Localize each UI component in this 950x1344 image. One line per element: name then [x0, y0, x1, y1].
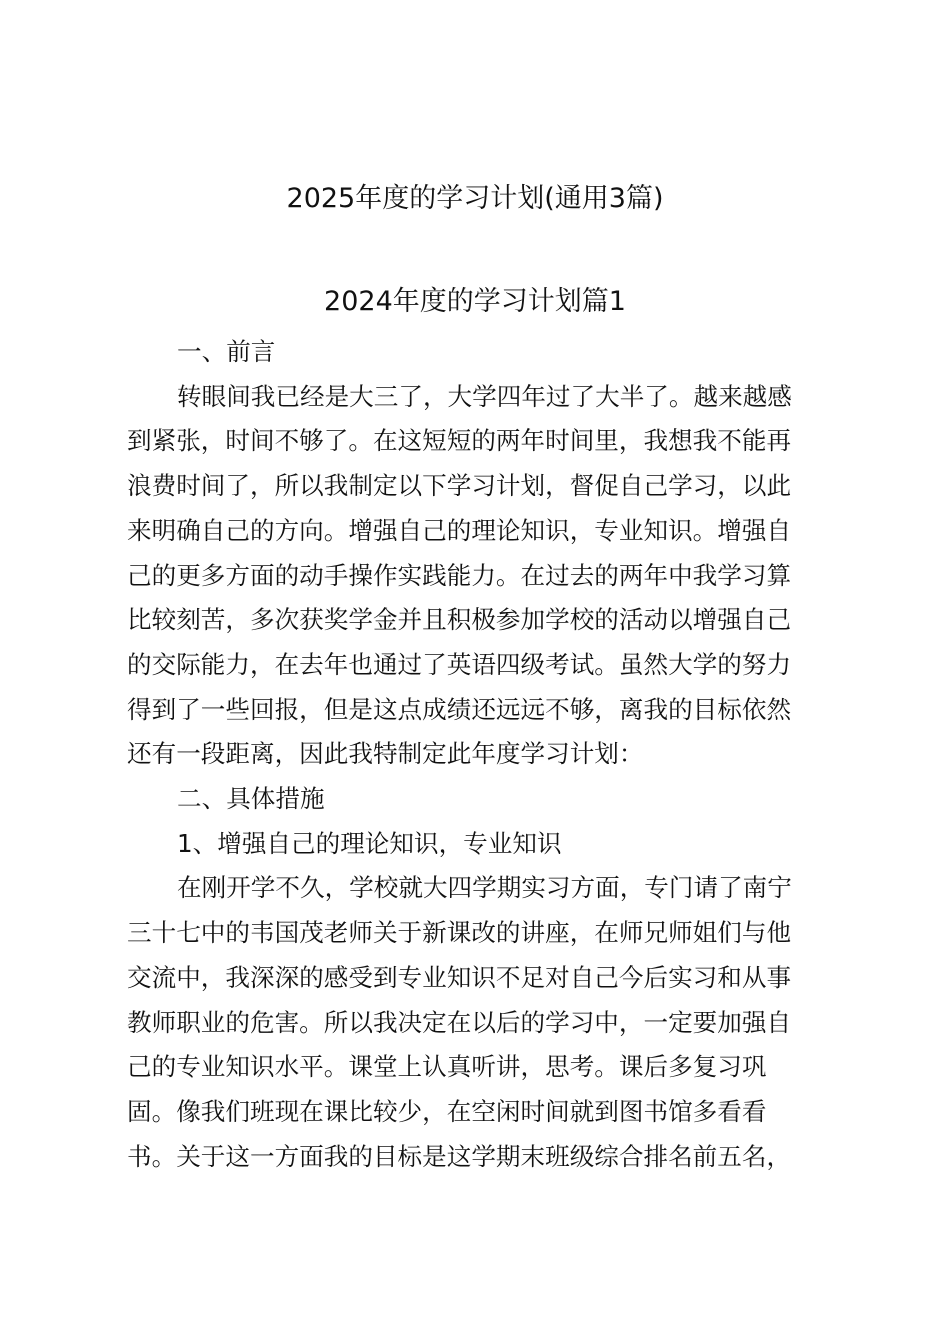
- paragraph-line: 三十七中的韦国茂老师关于新课改的讲座，在师兄师姐们与他: [127, 918, 792, 948]
- paragraph-line: 的交际能力，在去年也通过了英语四级考试。虽然大学的努力: [127, 649, 792, 679]
- paragraph-line: 己的更多方面的动手操作实践能力。在过去的两年中我学习算: [127, 560, 792, 590]
- paragraph-line: 在刚开学不久，学校就大四学期实习方面，专门请了南宁: [177, 873, 792, 903]
- paragraph-line: 己的专业知识水平。课堂上认真听讲，思考。课后多复习巩: [127, 1052, 767, 1082]
- paragraph-line: 教师职业的危害。所以我决定在以后的学习中，一定要加强自: [127, 1007, 792, 1037]
- heading-measures: 二、具体措施: [177, 784, 325, 814]
- paragraph-preface: [127, 375, 819, 777]
- paragraph-line: 转眼间我已经是大三了，大学四年过了大半了。越来越感: [177, 381, 792, 411]
- paragraph-theory-knowledge: [127, 866, 819, 1179]
- document-body: [127, 330, 819, 1179]
- paragraph-line: 来明确自己的方向。增强自己的理论知识，专业知识。增强自: [127, 515, 792, 545]
- paragraph-line: 浪费时间了，所以我制定以下学习计划，督促自己学习，以此: [127, 471, 792, 501]
- subheading-theory-knowledge: 1、增强自己的理论知识，专业知识: [177, 828, 562, 858]
- paragraph-line: 比较刻苦，多次获奖学金并且积极参加学校的活动以增强自己: [127, 605, 792, 635]
- paragraph-line: 得到了一些回报，但是这点成绩还远远不够，离我的目标依然: [127, 694, 792, 724]
- paragraph-line: 还有一段距离，因此我特制定此年度学习计划：: [127, 739, 644, 769]
- section-title: 2024年度的学习计划篇1: [324, 286, 626, 317]
- heading-preface: 一、前言: [177, 337, 276, 366]
- paragraph-line: 书。关于这一方面我的目标是这学期末班级综合排名前五名，: [127, 1141, 792, 1171]
- paragraph-line: 到紧张，时间不够了。在这短短的两年时间里，我想我不能再: [127, 426, 792, 456]
- document-title: 2025年度的学习计划(通用3篇): [286, 183, 664, 214]
- paragraph-line: 固。像我们班现在课比较少，在空闲时间就到图书馆多看看: [127, 1096, 767, 1126]
- paragraph-line: 交流中，我深深的感受到专业知识不足对自己今后实习和从事: [127, 962, 792, 992]
